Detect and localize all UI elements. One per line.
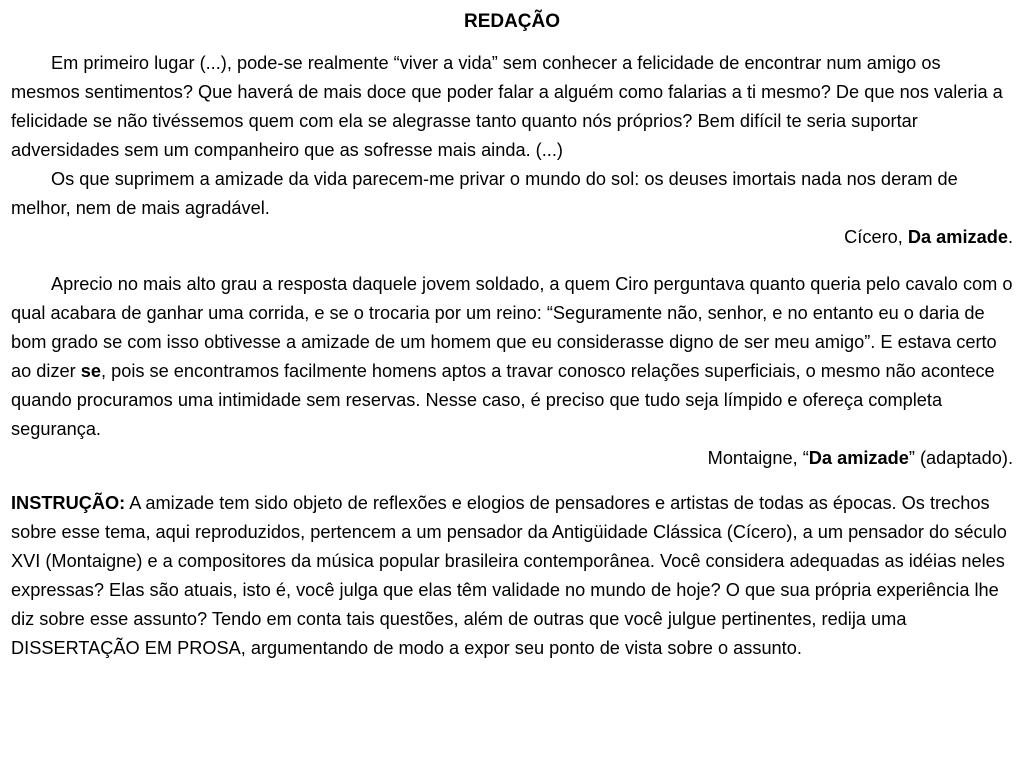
montaigne-attribution-author: Montaigne, “ <box>707 448 809 468</box>
montaigne-text-after: , pois se encontramos facilmente homens aptos a travar conosco relações superficiais, o mesmo não acontece quando procuramos uma intimidade sem reservas. Nesse caso, é preciso que tudo seja límpido e ofereça completa segurança. <box>11 361 995 439</box>
page-title: REDAÇÃO <box>463 11 561 32</box>
cicero-paragraph-1: Em primeiro lugar (...), pode-se realmente “viver a vida” sem conhecer a felicidade de encontrar num amigo os mesmos sentimentos? Que haverá de mais doce que poder falar a alguém como falarias a ti mesmo? De que nos valeria a felicidade se não tivéssemos quem com ela se alegrasse tanto quanto nós próprios? Bem difícil te seria suportar adversidades sem um companheiro que as sofresse mais ainda. (...) <box>11 53 1003 160</box>
cicero-paragraph-2: Os que suprimem a amizade da vida parecem-me privar o mundo do sol: os deuses imortais nada nos deram de melhor, nem de mais agradável. <box>11 169 958 218</box>
cicero-attribution <box>11 223 1013 252</box>
montaigne-bold-word: se <box>80 361 101 381</box>
cicero-attribution-end: . <box>1007 227 1013 247</box>
montaigne-paragraph <box>11 270 1013 444</box>
instruction-paragraph <box>11 489 1013 663</box>
cicero-attribution-work: Da amizade <box>907 227 1008 247</box>
instruction-label: INSTRUÇÃO: <box>11 493 126 513</box>
montaigne-attribution-end: ” (adaptado). <box>908 448 1013 468</box>
instruction-text: A amizade tem sido objeto de reflexões e elogios de pensadores e artistas de todas as épocas. Os trechos sobre esse tema, aqui reproduzidos, pertencem a um pensador da Antigüidade Clássica (Cícero), a um pensador do século XVI (Montaigne) e a compositores da música popular brasileira contemporânea. Você considera adequadas as idéias neles expressas? Elas são atuais, isto é, você julga que elas têm validade no mundo de hoje? O que sua própria experiência lhe diz sobre esse assunto? Tendo em conta tais questões, além de outras que você julgue pertinentes, redija uma DISSERTAÇÃO EM PROSA, argumentando de modo a expor seu ponto de vista sobre o assunto. <box>11 493 1007 658</box>
montaigne-attribution <box>11 444 1013 473</box>
cicero-attribution-author: Cícero, <box>844 227 908 247</box>
montaigne-text-before: Aprecio no mais alto grau a resposta daquele jovem soldado, a quem Ciro perguntava quanto queria pelo cavalo com o qual acabara de ganhar uma corrida, e se o trocaria por um reino: “Seguramente não, senhor, e no entanto eu o daria de bom grado se com isso obtivesse a amizade de um homem que eu considerasse digno de ser meu amigo”. E estava certo ao dizer <box>11 274 1013 381</box>
montaigne-attribution-work: Da amizade <box>808 448 909 468</box>
